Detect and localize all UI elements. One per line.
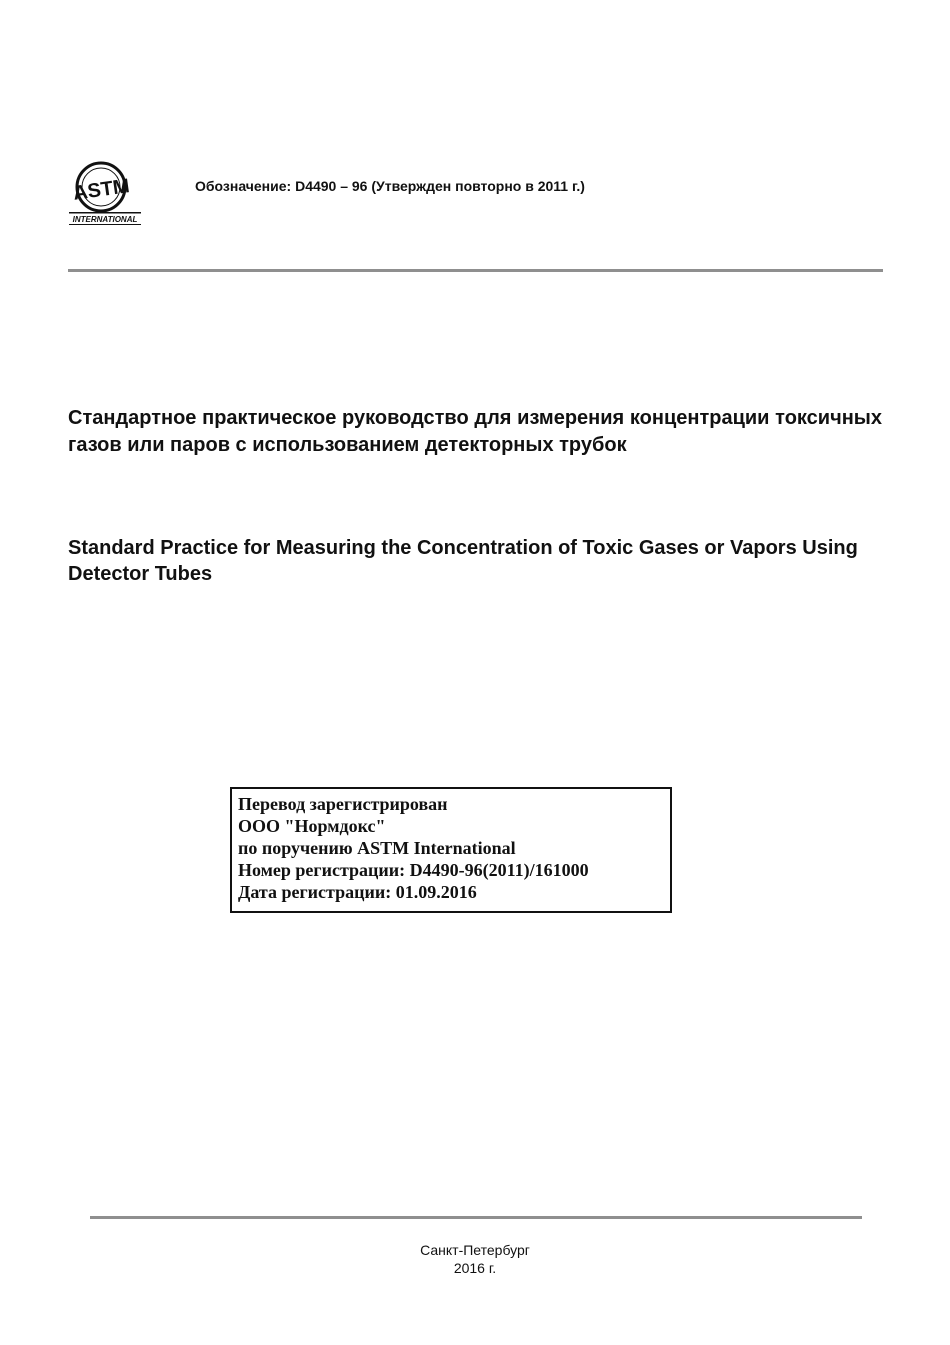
astm-international-logo: [67, 160, 143, 228]
registration-line: по поручению ASTM International: [238, 838, 516, 858]
footer-city: Санкт-Петербург: [420, 1242, 530, 1258]
logo-text: ASTM: [71, 175, 132, 205]
footer-year: 2016 г.: [453, 1260, 497, 1276]
registration-box: [230, 787, 672, 913]
top-rule: [68, 269, 883, 272]
registration-number: Номер регистрации: D4490-96(2011)/161000: [238, 860, 589, 880]
designation: [195, 178, 585, 194]
registration-date: Дата регистрации: 01.09.2016: [238, 882, 477, 902]
bottom-rule: [90, 1216, 862, 1219]
title-russian: Стандартное практическое руководство для измерения концентрации токсичных газов или паров с использованием детекторных трубок: [68, 407, 882, 456]
title-english: Standard Practice for Measuring the Concentration of Toxic Gases or Vapors Using Detector Tubes: [68, 537, 858, 585]
registration-line: Перевод зарегистрирован: [238, 794, 448, 814]
logo-subtext: INTERNATIONAL: [72, 215, 138, 224]
designation-label: Обозначение:: [195, 178, 292, 194]
designation-value: D4490 – 96 (Утвержден повторно в 2011 г.): [295, 178, 585, 194]
registration-line: ООО "Нормдокс": [238, 816, 386, 836]
